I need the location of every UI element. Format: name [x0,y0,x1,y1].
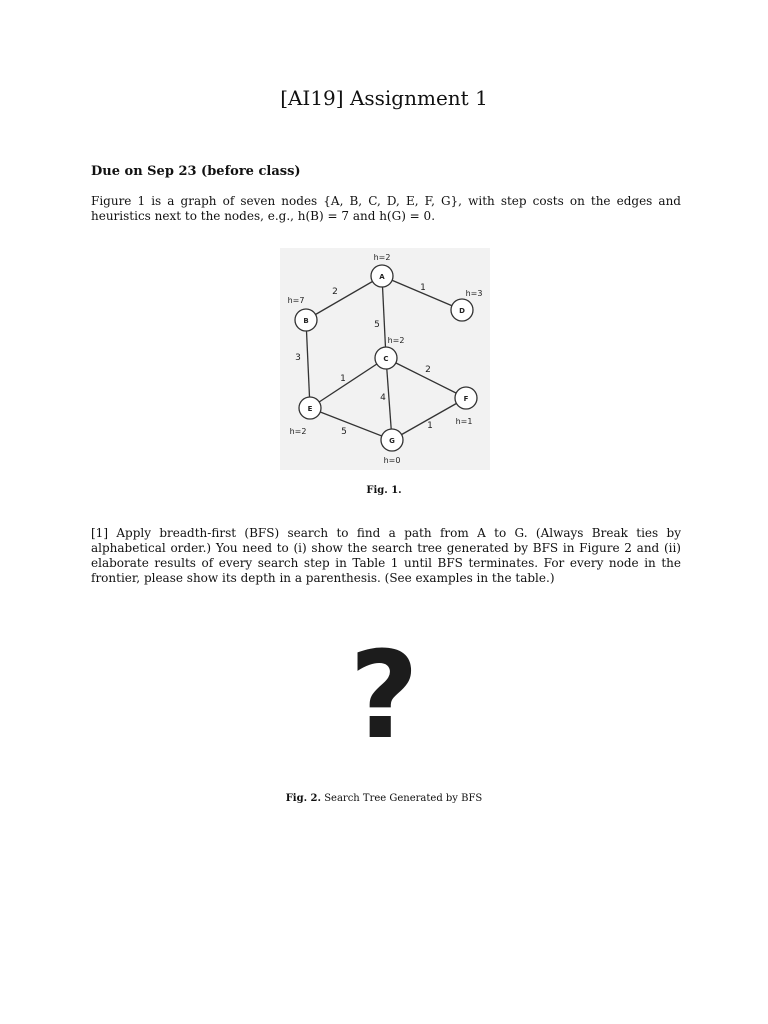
node-label-b: B [303,317,309,325]
question-1-paragraph: [1] Apply breadth-first (BFS) search to find a path from A to G. (Always Break ties by alphabetical order.) You need to (i) show the search tree generated by BFS in Figure 2 and (ii) elaborate results of every search step in Table 1 until BFS terminates. For every node in the frontier, please show its depth in a parenthesis. (See examples in the table.) [91,526,681,585]
heuristic-a: h=2 [373,253,391,262]
edge-cost-a-c: 5 [374,320,380,330]
figure-2-label: Fig. 2. [285,793,321,804]
heuristic-f: h=1 [455,417,473,426]
graph-svg [280,248,490,470]
figure-1-caption: Fig. 1. [366,485,402,496]
question-mark-placeholder: ? [349,627,419,766]
edge-cost-e-g: 5 [341,427,347,437]
edge-a-c [382,276,386,358]
edge-cost-a-d: 1 [420,283,426,293]
edge-cost-c-g: 4 [380,393,386,403]
edge-cost-c-f: 2 [425,365,431,375]
heuristic-b: h=7 [287,296,305,305]
edge-a-b [306,276,382,320]
edge-c-f [386,358,466,398]
heuristic-c: h=2 [387,336,405,345]
edge-c-g [386,358,392,440]
node-label-g: G [389,437,395,445]
figure-1-graph [280,248,490,470]
edge-cost-f-g: 1 [427,421,433,431]
edge-cost-c-e: 1 [340,374,346,384]
heuristic-d: h=3 [465,289,483,298]
edge-c-e [310,358,386,408]
edge-cost-a-b: 2 [332,287,338,297]
figure-2-caption [0,793,768,804]
heuristic-g: h=0 [383,456,401,465]
intro-paragraph: Figure 1 is a graph of seven nodes {A, B, C, D, E, F, G}, with step costs on the edges and heuristics next to the nodes, e.g., h(B) = 7 and h(G) = 0. [91,194,681,223]
edge-b-e [306,320,310,408]
node-label-a: A [379,273,385,281]
edge-cost-b-e: 3 [295,353,301,363]
heuristic-e: h=2 [289,427,307,436]
page-title: [AI19] Assignment 1 [280,86,488,110]
figure-2-text: Search Tree Generated by BFS [324,793,483,804]
node-label-d: D [459,307,465,315]
node-label-e: E [307,405,313,413]
edge-e-g [310,408,392,440]
node-label-c: C [383,355,389,363]
node-label-f: F [463,395,469,403]
due-date: Due on Sep 23 (before class) [91,164,301,179]
edge-a-d [382,276,462,310]
